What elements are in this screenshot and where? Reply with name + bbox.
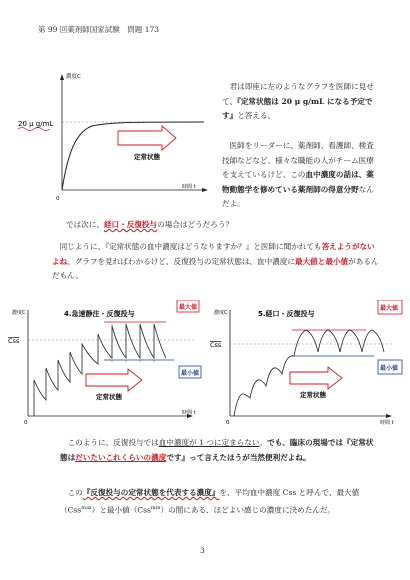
x-axis-label: 時間 t (380, 420, 394, 426)
max-label: 最大値 (179, 304, 198, 311)
steady-state-label: 定常状態 (96, 393, 122, 401)
steady-state-arrow (118, 126, 176, 150)
y-axis-label: 濃度C (214, 310, 228, 316)
graph-continuous-infusion (14, 68, 214, 208)
steady-state-label: 定常状態 (134, 153, 160, 161)
css-label: Css (210, 341, 222, 349)
page-number: 3 (200, 546, 205, 555)
intro-paragraph: 君は即座に左のようなグラフを医師に見せて、『定常状態は 20 μ g/mL になる予定です』と答える。 (222, 82, 374, 120)
level-label: 20 μ g/mL (18, 120, 54, 128)
indeterminate-paragraph: このように、反復投与では血中濃度が 1 つに定まらない。でも、臨床の現場では『定常状態はだいたいこれくらいの濃度です』って言えたほうが当然便利だよね。 (60, 438, 374, 462)
steady-state-label: 定常状態 (300, 391, 326, 399)
y-axis-label: 濃度C (66, 74, 81, 80)
origin-label: 0 (226, 420, 230, 426)
x-axis-label: 時間 t (182, 184, 196, 190)
graph-iv-bolus-repeated (4, 300, 204, 428)
css-label: Css (8, 337, 20, 345)
team-paragraph: 医師をリーダーに、薬剤師、看護師、検査技師などなど、様々な職能の人がチーム医療を支えているけど、この血中濃度の話は、薬物動態学を修めている薬剤師の得意分野なんだよ。 (222, 141, 374, 208)
min-label: 最小値 (380, 365, 399, 372)
average-concentration-paragraph: この『反復投与の定常状態を代表する濃度』を、平均血中濃度 Css と呼んで、最大値（Css$^{max}$）と最小値（Css$^{min}$）の間にある、ほどよい感じの濃度に決めたんだ。 (60, 488, 360, 515)
steady-state-arrow (86, 369, 142, 391)
page-header: 第 99 回薬剤師国家試験 問題 173 (38, 25, 160, 34)
repeated-dosing-paragraph: 同じように、『定常状態の血中濃度はどうなりますか？』と医師に聞かれても答えようがないよね。グラフを見ればわかるけど、反復投与の定常状態は、血中濃度に最大値と最小値があるんだもん。 (52, 242, 379, 280)
question-line: では次に、経口・反復投与の場合はどうだろう？ (66, 220, 234, 229)
max-label: 最大値 (380, 305, 399, 312)
graph-title: 5.経口・反復投与 (258, 310, 315, 318)
concentration-curve (34, 324, 166, 416)
origin-label: 0 (24, 420, 28, 426)
origin-label: 0 (56, 196, 60, 202)
steady-state-arrow (290, 367, 342, 389)
y-axis-label: 濃度C (12, 310, 26, 316)
graph-title: 4.急速静注・反復投与 (64, 310, 135, 318)
graph-oral-repeated (208, 300, 406, 428)
x-axis-label: 時間 t (182, 410, 196, 416)
min-label: 最小値 (181, 370, 200, 377)
